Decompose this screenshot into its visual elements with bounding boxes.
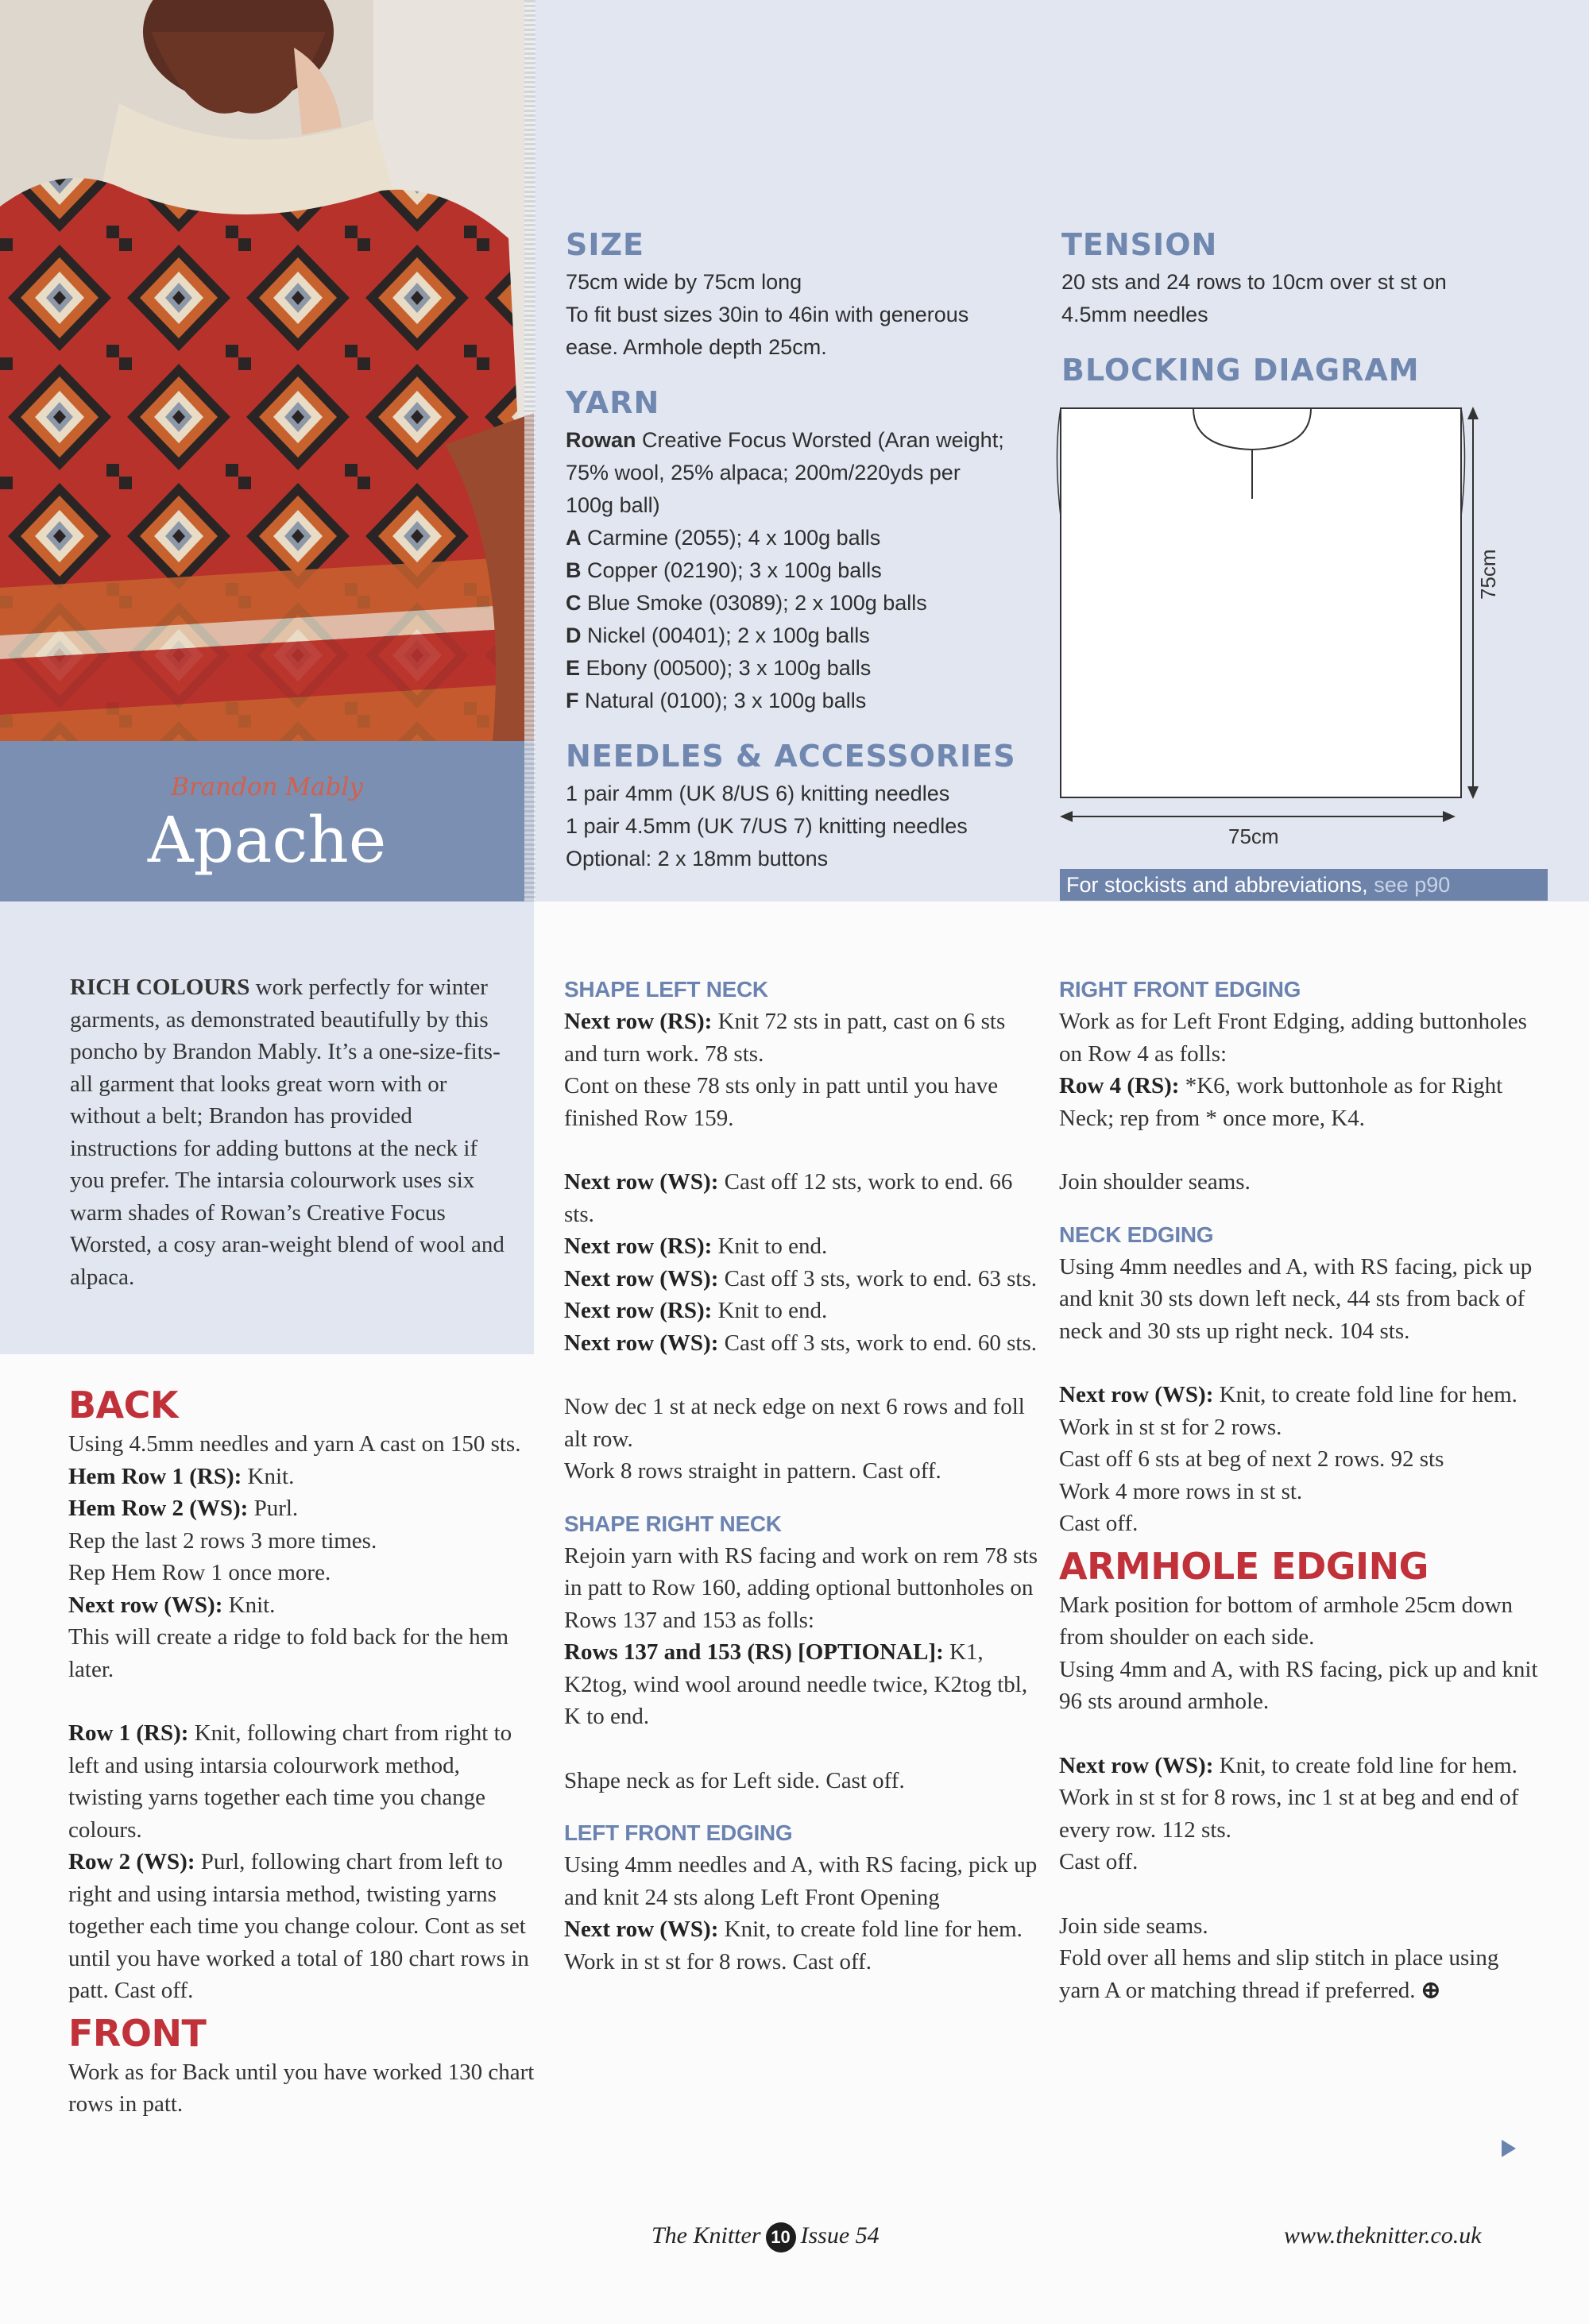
row-label: Next row (WS): [1059,1382,1214,1407]
yarn-line [566,424,1042,457]
colour-code: B [566,558,582,582]
left-neck-row-5 [564,1295,1041,1327]
back-repeat: Rep the last 2 rows 3 more times. [68,1527,377,1554]
back-row-2 [68,1846,537,2007]
row-text: Knit. [222,1592,276,1618]
colour-code: C [566,591,582,615]
title-plate [0,741,534,901]
row-label: Next row (RS): [564,1298,713,1323]
stockists-bar [1060,869,1548,901]
fold-hems [1059,1942,1544,2006]
left-neck-row-2 [564,1166,1041,1230]
colour-code: D [566,623,582,647]
yarn-colour-e [566,652,1042,685]
stockists-text: For stockists and abbreviations, [1066,873,1374,897]
back-repeat-hem: Rep Hem Row 1 once more. [68,1560,331,1585]
size-line: ease. Armhole depth 25cm. [566,335,827,359]
intro-lead: RICH COLOURS [70,975,250,1000]
row-text: *K6, work buttonhole as for Right Neck; rep from * once more, K4. [1059,1073,1503,1131]
right-neck-text: Rejoin yarn with RS facing and work on rem 78 sts in patt to Row 160, adding optional buttonholes on Rows 137 and 153 as folls: [564,1542,1038,1633]
neck-edging-line: Cast off 6 sts at beg of next 2 rows. 92 sts [1059,1446,1444,1472]
intro-body: work perfectly for winter garments, as demonstrated beautifully by this poncho by Brandon Mably. It’s a one-size-fits-all garment that looks great worn with or without a belt; Brandon has provided instructions for adding buttons at the neck if you prefer. The intarsia colourwork uses six warm shades of Rowan’s Creative Focus Worsted, a cosy aran-weight blend of wool and alpaca. [70,975,505,1290]
neck-edging-text: Using 4mm needles and A, with RS facing, pick up and knit 30 sts down left neck, 44 sts from back of neck and 30 sts up right neck. 104 sts. [1059,1253,1533,1344]
colour-text: Natural (0100); 3 x 100g balls [578,689,867,712]
spacer [564,1733,1041,1765]
size-line: To fit bust sizes 30in to 46in with generous [566,303,969,326]
neck-edging-line: Work 4 more rows in st st. [1059,1478,1303,1504]
shape-right-neck-heading: SHAPE RIGHT NECK [564,1511,782,1536]
join-side-seams: Join side seams. [1059,1913,1208,1939]
intro-box [0,901,534,1354]
body-column-2 [564,974,1041,1978]
tension-section [1061,226,1554,331]
size-text [566,266,1042,364]
yarn-text [566,424,1042,717]
row-text: Knit to end. [712,1298,828,1323]
spacer [1059,1199,1544,1219]
tension-line: 20 sts and 24 rows to 10cm over st st on [1061,270,1447,294]
row-label: Row 4 (RS): [1059,1073,1180,1098]
left-neck-straight: Work 8 rows straight in pattern. Cast off. [564,1458,941,1484]
intro-text [70,971,515,1293]
spacer [1059,1878,1544,1910]
row-label: Hem Row 2 (WS): [68,1496,249,1521]
right-neck-shape: Shape neck as for Left side. Cast off. [564,1767,905,1793]
pattern-title: Apache [147,803,387,877]
right-front-edging-row-4 [1059,1070,1544,1134]
colour-code: E [566,656,581,680]
yarn-colour-c [566,587,1042,620]
neck-edging-heading: NECK EDGING [1059,1222,1214,1247]
body-column-3 [1059,974,1544,2006]
spacer [564,1797,1041,1817]
back-row-1 [68,1717,537,1846]
spacer [68,1685,537,1717]
right-front-edging-heading: RIGHT FRONT EDGING [1059,977,1301,1002]
row-text: Knit to end. [712,1233,828,1259]
row-text: Knit, to create fold line for hem. [1213,1752,1517,1778]
colour-text: Ebony (00500); 3 x 100g balls [580,656,872,680]
needles-line: 1 pair 4.5mm (UK 7/US 7) knitting needles [566,814,968,838]
right-front-edging-text: Work as for Left Front Edging, adding buttonholes on Row 4 as folls: [1059,1009,1527,1067]
blocking-heading: BLOCKING DIAGRAM [1061,353,1420,388]
end-mark-icon: ⊕ [1421,1977,1441,2003]
poncho-photo [0,0,534,741]
yarn-section [566,384,1042,717]
back-ridge-note: This will create a ridge to fold back for the hem later. [68,1624,509,1682]
row-label: Next row (WS): [564,1917,719,1942]
right-neck-buttonhole-rows [564,1636,1041,1733]
neck-edging-line: Work in st st for 2 rows. [1059,1414,1282,1440]
left-front-edging-text: Using 4mm needles and A, with RS facing, pick up and knit 24 sts along Left Front Opening [564,1852,1038,1910]
row-label: Next row (RS): [564,1009,713,1034]
colour-code: A [566,526,582,550]
row-label: Next row (WS): [1059,1752,1214,1778]
size-line: 75cm wide by 75cm long [566,270,802,294]
yarn-description: Creative Focus Worsted (Aran weight; [636,428,1004,452]
armhole-edging-text-2: Using 4mm and A, with RS facing, pick up and knit 96 sts around armhole. [1059,1656,1538,1714]
row-label: Rows 137 and 153 (RS) [OPTIONAL]: [564,1639,944,1665]
needles-line: Optional: 2 x 18mm buttons [566,847,829,871]
body-column-1 [68,1379,537,2121]
row-text: Knit, to create fold line for hem. [1213,1382,1517,1407]
row-text: Knit, to create fold line for hem. [718,1917,1023,1942]
colour-text: Carmine (2055); 4 x 100g balls [581,526,881,550]
armhole-edging-line: Cast off. [1059,1849,1139,1874]
back-hem-row-1 [68,1461,537,1493]
row-label: Hem Row 1 (RS): [68,1463,242,1489]
armhole-edging-heading: ARMHOLE EDGING [1059,1544,1429,1588]
left-neck-row-1 [564,1006,1041,1070]
row-text: Cast off 3 sts, work to end. 63 sts. [718,1265,1038,1291]
yarn-colour-b [566,554,1042,587]
colour-text: Blue Smoke (03089); 2 x 100g balls [581,591,927,615]
row-text: Knit 72 sts in patt, cast on 6 sts and turn work. 78 sts. [564,1009,1006,1067]
spacer [564,1359,1041,1391]
diagram-width-label: 75cm [1228,824,1279,848]
footer-magazine [651,2222,880,2253]
needles-section [566,738,1042,875]
spacer [564,1488,1041,1508]
row-text: Knit, following chart from right to left and using intarsia colourwork method, twisting yarns together each time you change colours. [68,1720,512,1843]
yarn-line: 100g ball) [566,493,660,517]
row-label: Row 1 (RS): [68,1720,189,1746]
tension-text [1061,266,1554,331]
back-heading: BACK [68,1384,179,1426]
yarn-line: 75% wool, 25% alpaca; 200m/220yds per [566,461,961,484]
yarn-heading: YARN [566,385,660,420]
left-front-edging-next-row [564,1913,1041,1946]
colour-text: Copper (02190); 3 x 100g balls [581,558,882,582]
row-text: Cast off 3 sts, work to end. 60 sts. [718,1330,1038,1356]
front-heading: FRONT [68,2011,207,2055]
blocking-diagram [1054,397,1514,858]
back-hem-row-2 [68,1492,537,1525]
row-label: Next row (WS): [564,1330,719,1356]
left-front-edging-stst: Work in st st for 8 rows. Cast off. [564,1948,872,1975]
diagram-length-label: 75cm [1476,549,1500,600]
colour-code: F [566,689,579,712]
back-cast-on: Using 4.5mm needles and yarn A cast on 150 sts. [68,1431,521,1457]
zip-divider [524,0,535,901]
row-label: Next row (RS): [564,1233,713,1259]
neck-edging-line: Cast off. [1059,1511,1139,1536]
needles-heading: NEEDLES & ACCESSORIES [566,739,1016,774]
yarn-colour-d [566,620,1042,652]
tension-heading: TENSION [1061,227,1218,262]
designer-name: Brandon Mably [171,773,363,801]
left-front-edging-heading: LEFT FRONT EDGING [564,1820,793,1845]
magazine-name: The Knitter [651,2222,761,2249]
shape-left-neck-heading: SHAPE LEFT NECK [564,977,768,1002]
left-neck-decrease: Now dec 1 st at neck edge on next 6 rows and foll alt row. [564,1394,1025,1452]
row-label: Row 2 (WS): [68,1849,195,1874]
size-section [566,226,1042,364]
issue-number: Issue 54 [800,2222,880,2249]
spacer [1059,1347,1544,1379]
fold-text: Fold over all hems and slip stitch in place using yarn A or matching thread if preferred. [1059,1945,1499,2003]
armhole-edging-text: Mark position for bottom of armhole 25cm down from shoulder on each side. [1059,1592,1514,1650]
spacer [564,1134,1041,1166]
row-label: Next row (WS): [564,1169,719,1195]
next-page-arrow-icon[interactable] [1502,2140,1516,2157]
yarn-colour-a [566,522,1042,554]
back-next-row [68,1589,537,1622]
needles-line: 1 pair 4mm (UK 8/US 6) knitting needles [566,782,950,805]
tension-line: 4.5mm needles [1061,303,1208,326]
row-text: Knit. [242,1463,295,1489]
row-label: Next row (WS): [68,1592,223,1618]
row-label: Next row (WS): [564,1265,719,1291]
join-shoulder-seams: Join shoulder seams. [1059,1169,1251,1195]
tension-column [1061,226,1554,392]
footer-website[interactable]: www.theknitter.co.uk [1284,2222,1482,2249]
size-heading: SIZE [566,227,645,262]
row-text: K1, K2tog, wind wool around needle twice, K2tog tbl, K to end. [564,1639,1028,1729]
armhole-edging-next-row [1059,1750,1544,1782]
page-number: 10 [766,2222,796,2253]
front-text: Work as for Back until you have worked 130 chart rows in patt. [68,2059,535,2117]
row-text: Purl. [248,1496,299,1521]
row-text: Cast off 12 sts, work to end. 66 sts. [564,1169,1013,1227]
armhole-edging-line: Work in st st for 8 rows, inc 1 st at beg and end of every row. 112 sts. [1059,1785,1519,1843]
stockists-page-link[interactable]: see p90 [1374,873,1451,897]
colour-text: Nickel (00401); 2 x 100g balls [581,623,870,647]
yarn-brand: Rowan [566,428,636,452]
left-neck-row-4 [564,1263,1041,1295]
materials-column [566,226,1042,896]
spacer [1059,1718,1544,1750]
left-neck-row-6 [564,1327,1041,1360]
left-neck-continue: Cont on these 78 sts only in patt until you have finished Row 159. [564,1073,999,1131]
row-text: Purl, following chart from left to right and using intarsia method, twisting yarns together each time you change colour. Cont as set until you have worked a total of 180 chart rows in patt. Cast off. [68,1849,529,2003]
neck-edging-next-row [1059,1379,1544,1411]
left-neck-row-3 [564,1230,1041,1263]
spacer [1059,1134,1544,1166]
yarn-colour-f [566,685,1042,717]
needles-text [566,778,1042,875]
